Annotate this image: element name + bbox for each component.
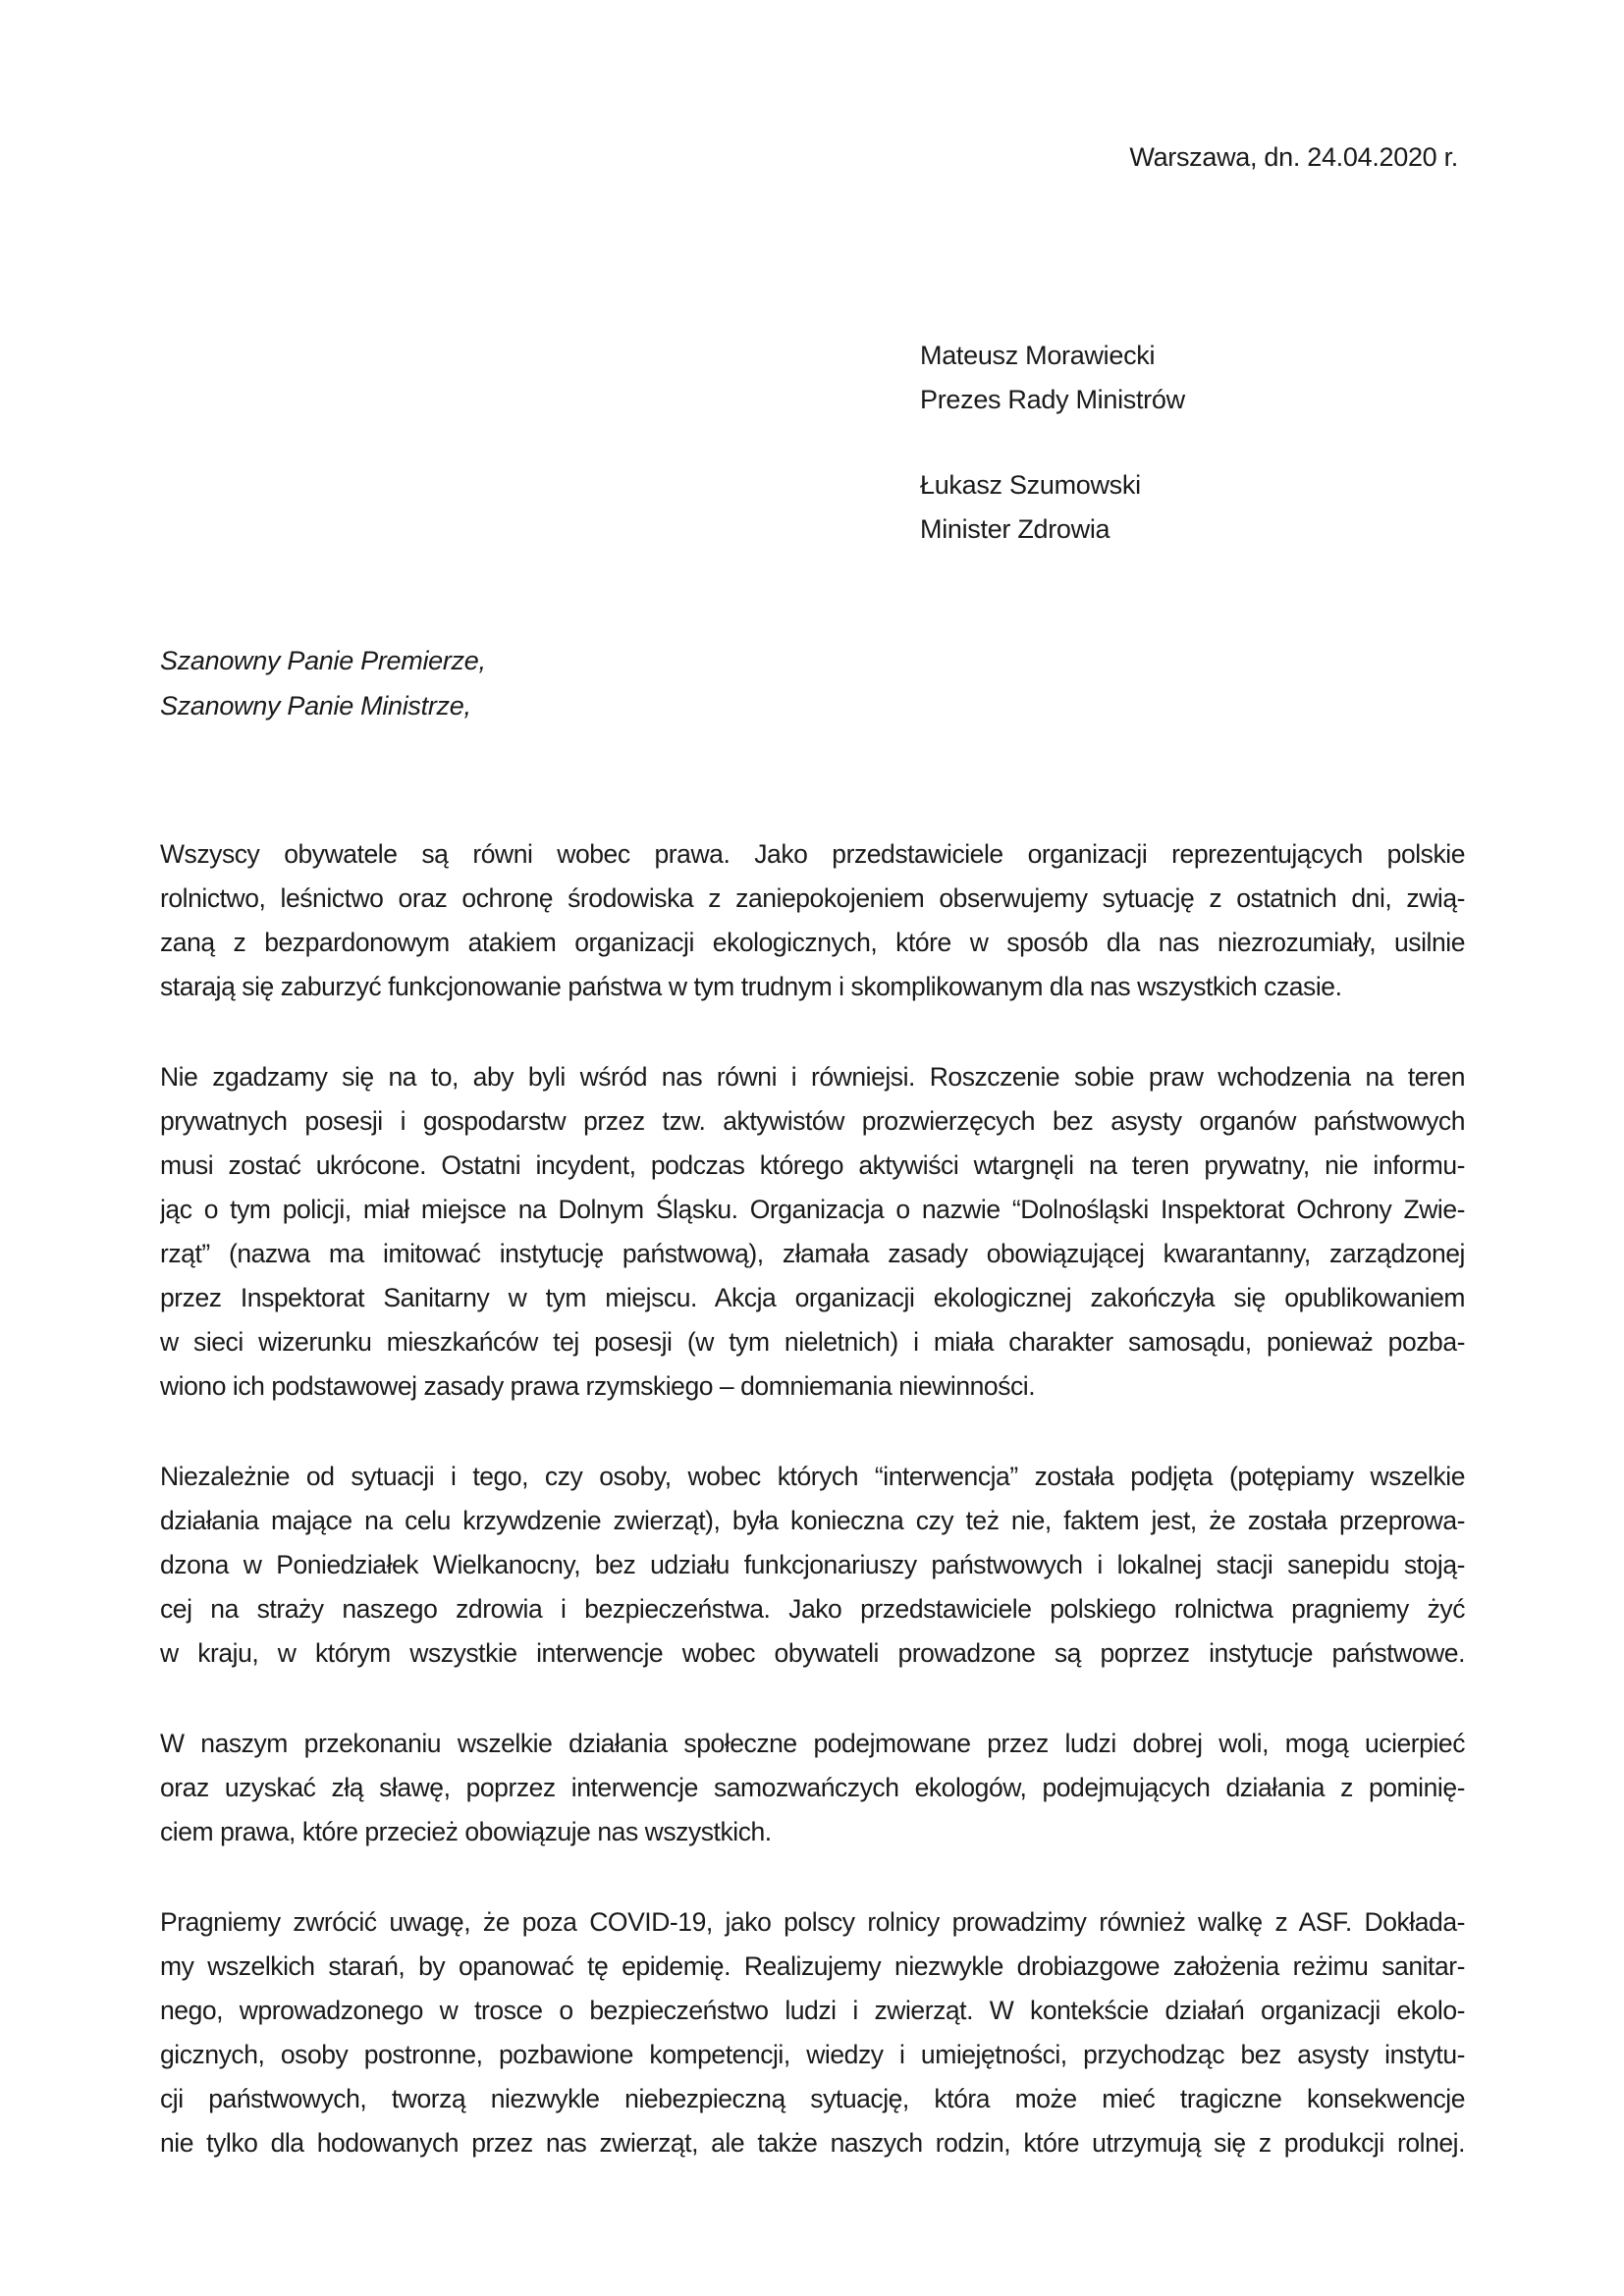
text-line: nego, wprowadzonego w trosce o bezpieczeństwo ludzi i zwierząt. W kontekście działań organizacji ekolo- <box>160 1996 1465 2025</box>
text-line: przez Inspektorat Sanitarny w tym miejscu. Akcja organizacji ekologicznej zakończyła się opublikowaniem <box>160 1283 1465 1312</box>
paragraph-5 <box>160 1900 1465 2165</box>
text-line: Wszyscy obywatele są równi wobec prawa. Jako przedstawiciele organizacji reprezentujących polskie <box>160 839 1465 869</box>
text-line: w sieci wizerunku mieszkańców tej posesji (w tym nieletnich) i miała charakter samosądu, ponieważ pozba- <box>160 1327 1465 1357</box>
text-line: oraz uzyskać złą sławę, poprzez interwencje samozwańczych ekologów, podejmujących działania z pominię- <box>160 1773 1465 1802</box>
addressee-block <box>920 334 1185 593</box>
text-line: rząt” (nazwa ma imitować instytucję państwową), złamała zasady obowiązującej kwarantanny, zarządzonej <box>160 1239 1465 1268</box>
paragraph-4 <box>160 1722 1465 1854</box>
text-line: nie tylko dla hodowanych przez nas zwierząt, ale także naszych rodzin, które utrzymują się z produkcji rolnej. <box>160 2128 1465 2158</box>
addressee-title: Minister Zdrowia <box>920 514 1110 544</box>
text-line: Niezależnie od sytuacji i tego, czy osoby, wobec których “interwencja” została podjęta (potępiamy wszelkie <box>160 1462 1465 1491</box>
addressee-prime-minister <box>920 334 1185 422</box>
paragraph-3 <box>160 1455 1465 1676</box>
addressee-name: Łukasz Szumowski <box>920 470 1141 500</box>
text-line: Pragniemy zwrócić uwagę, że poza COVID-19, jako polscy rolnicy prowadzimy również walkę z ASF. Dokłada- <box>160 1907 1465 1937</box>
text-line: my wszelkich starań, by opanować tę epidemię. Realizujemy niezwykle drobiazgowe założenia reżimu sanitar- <box>160 1951 1465 1981</box>
text-line: gicznych, osoby postronne, pozbawione kompetencji, wiedzy i umiejętności, przychodząc bez asysty instytu- <box>160 2040 1465 2069</box>
text-line: starają się zaburzyć funkcjonowanie państwa w tym trudnym i skomplikowanym dla nas wszystkich czasie. <box>160 972 1342 1001</box>
letter-body <box>160 832 1465 2212</box>
text-line: ciem prawa, które przecież obowiązuje nas wszystkich. <box>160 1817 772 1846</box>
text-line: rolnictwo, leśnictwo oraz ochronę środowiska z zaniepokojeniem obserwujemy sytuację z ostatnich dni, zwią- <box>160 883 1465 913</box>
paragraph-2 <box>160 1055 1465 1409</box>
text-line: zaną z bezpardonowym atakiem organizacji ekologicznych, które w sposób dla nas niezrozumiały, usilnie <box>160 928 1465 957</box>
text-line: W naszym przekonaniu wszelkie działania społeczne podejmowane przez ludzi dobrej woli, mogą ucierpieć <box>160 1729 1465 1758</box>
text-line: działania mające na celu krzywdzenie zwierząt), była konieczna czy też nie, faktem jest, że została przeprowa- <box>160 1506 1465 1535</box>
letter-date: Warszawa, dn. 24.04.2020 r. <box>1129 142 1458 172</box>
text-line: w kraju, w którym wszystkie interwencje wobec obywateli prowadzone są poprzez instytucje państwowe. <box>160 1638 1465 1668</box>
text-line: cji państwowych, tworzą niezwykle niebezpieczną sytuację, która może mieć tragiczne konsekwencje <box>160 2084 1465 2113</box>
addressee-health-minister <box>920 463 1185 552</box>
salutation-line: Szanowny Panie Premierze, <box>160 646 486 675</box>
text-line: dzona w Poniedziałek Wielkanocny, bez udziału funkcjonariuszy państwowych i lokalnej stacji sanepidu stoją- <box>160 1550 1465 1579</box>
text-line: cej na straży naszego zdrowia i bezpieczeństwa. Jako przedstawiciele polskiego rolnictwa pragniemy żyć <box>160 1594 1465 1624</box>
salutation <box>160 638 486 728</box>
salutation-line: Szanowny Panie Ministrze, <box>160 691 471 721</box>
paragraph-1 <box>160 832 1465 1009</box>
addressee-title: Prezes Rady Ministrów <box>920 385 1185 414</box>
text-line: prywatnych posesji i gospodarstw przez tzw. aktywistów prozwierzęcych bez asysty organów państwowych <box>160 1106 1465 1136</box>
text-line: musi zostać ukrócone. Ostatni incydent, podczas którego aktywiści wtargnęli na teren prywatny, nie informu- <box>160 1150 1465 1180</box>
addressee-name: Mateusz Morawiecki <box>920 341 1156 370</box>
text-line: wiono ich podstawowej zasady prawa rzymskiego – domniemania niewinności. <box>160 1371 1036 1401</box>
text-line: jąc o tym policji, miał miejsce na Dolnym Śląsku. Organizacja o nazwie “Dolnośląski Inspektorat Ochrony Zwie- <box>160 1195 1465 1224</box>
text-line: Nie zgadzamy się na to, aby byli wśród nas równi i równiejsi. Roszczenie sobie praw wchodzenia na teren <box>160 1062 1465 1092</box>
